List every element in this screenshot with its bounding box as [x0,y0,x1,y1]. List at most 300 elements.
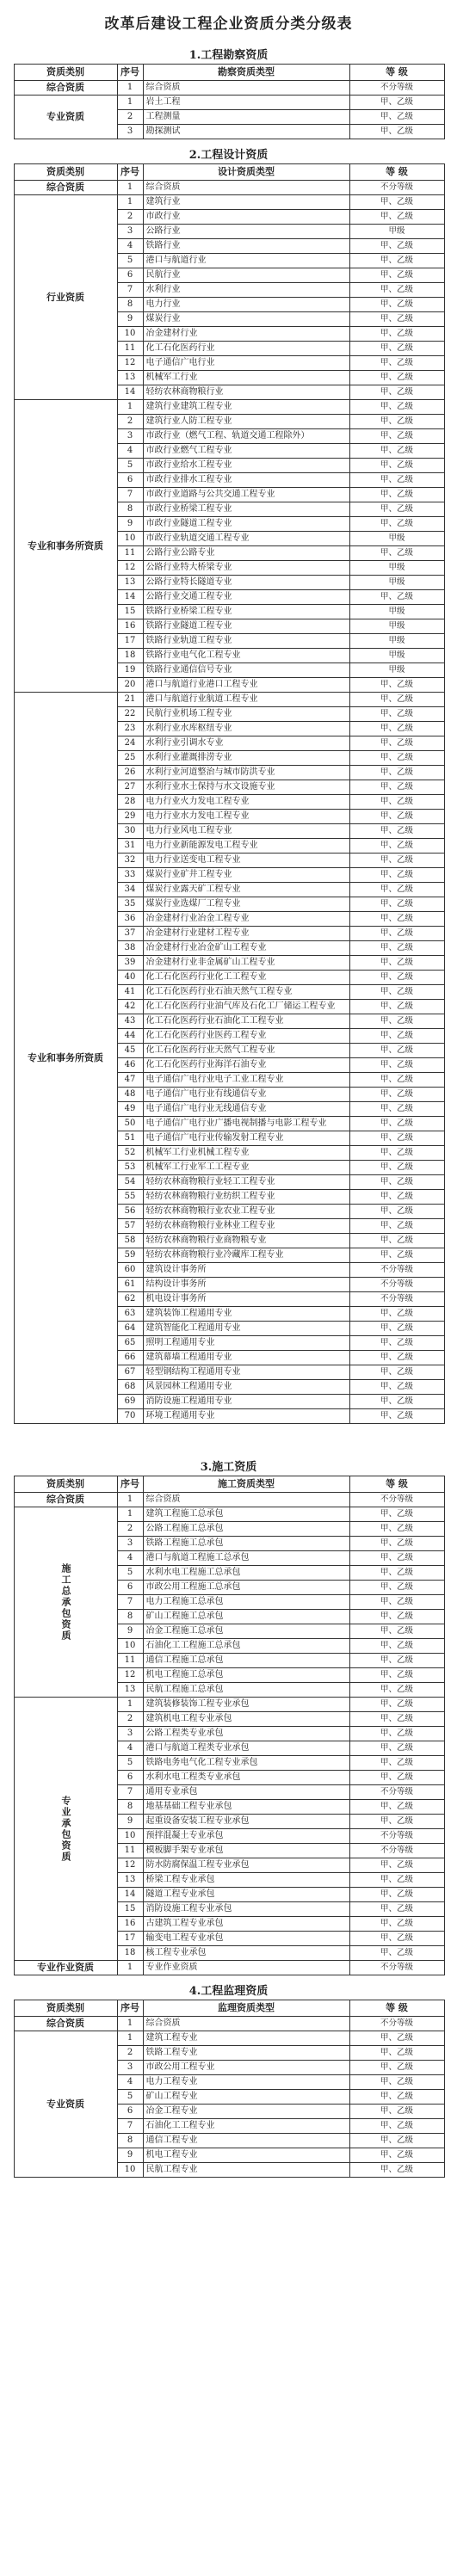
row-number: 7 [117,1785,143,1800]
qualification-type: 电子通信广电行业 [143,356,349,371]
document-title: 改革后建设工程企业资质分类分级表 [104,15,353,33]
row-number: 16 [117,619,143,634]
qualification-type: 化工石化医药行业石油天然气工程专业 [143,985,349,1000]
row-number: 5 [117,1566,143,1581]
qualification-type: 防水防腐保温工程专业承包 [143,1858,349,1873]
section-title: 3.施工资质 [200,1461,257,1474]
qualification-type: 建筑幕墙工程通用专业 [143,1351,349,1365]
grade-level: 甲、乙级 [349,371,444,385]
row-number: 50 [117,1117,143,1131]
row-number: 43 [117,1014,143,1029]
table-row [14,2031,444,2046]
grade-level: 甲、乙级 [349,1102,444,1117]
grade-level: 甲、乙级 [349,590,444,605]
row-number: 11 [117,1654,143,1668]
grade-level: 甲、乙级 [349,1932,444,1946]
row-number: 54 [117,1175,143,1190]
grade-level: 甲、乙级 [349,1044,444,1058]
row-number: 35 [117,897,143,912]
qualification-type: 铁路行业通信信号专业 [143,663,349,678]
grade-level: 甲、乙级 [349,1581,444,1595]
row-number: 49 [117,1102,143,1117]
grade-level: 甲、乙级 [349,1800,444,1815]
row-number: 2 [117,2046,143,2061]
table-header-row [14,65,444,81]
qualification-type: 机械军工行业 [143,371,349,385]
qualification-type: 水利水电工程类专业承包 [143,1771,349,1785]
grade-level: 甲、乙级 [349,2105,444,2119]
grade-level: 甲、乙级 [349,693,444,707]
grade-level: 甲、乙级 [349,502,444,517]
qualification-type: 轻型钢结构工程通用专业 [143,1365,349,1380]
grade-level: 甲、乙级 [349,1336,444,1351]
category-cell: 专业承包资质 [14,1698,117,1961]
grade-level: 甲、乙级 [349,2148,444,2163]
row-number: 3 [117,1537,143,1551]
grade-level: 甲、乙级 [349,707,444,722]
qualification-type: 煤炭行业选煤厂工程专业 [143,897,349,912]
qualification-type: 建筑行业建筑工程专业 [143,400,349,415]
row-number: 8 [117,1610,143,1624]
column-header: 等 级 [349,164,444,181]
row-number: 15 [117,1902,143,1917]
qualification-type: 机械军工行业机械工程专业 [143,1146,349,1161]
qualification-type: 水利行业水土保持与水文设施专业 [143,780,349,795]
row-number: 3 [117,225,143,239]
qualification-type: 电力行业火力发电工程专业 [143,795,349,810]
row-number: 51 [117,1131,143,1146]
row-number: 1 [117,400,143,415]
table-row [14,1507,444,1522]
table-header-row [14,164,444,181]
qualification-type: 公路工程类专业承包 [143,1727,349,1741]
row-number: 60 [117,1263,143,1278]
row-number: 11 [117,342,143,356]
column-header: 等 级 [349,65,444,81]
row-number: 12 [117,1668,143,1683]
qualification-type: 消防设施工程通用专业 [143,1395,349,1409]
section-survey [14,48,444,139]
row-number: 44 [117,1029,143,1044]
qualification-type: 化工石化医药行业油气库及石化工厂储运工程专业 [143,1000,349,1014]
row-number: 2 [117,1522,143,1537]
category-cell: 行业资质 [14,195,117,400]
row-number: 31 [117,839,143,854]
row-number: 4 [117,2075,143,2090]
qualification-type: 石油化工工程专业 [143,2119,349,2134]
qualification-type: 机电设计事务所 [143,1292,349,1307]
qualification-type: 铁路工程专业 [143,2046,349,2061]
row-number: 45 [117,1044,143,1058]
grade-level: 甲、乙级 [349,1000,444,1014]
qualification-type: 建筑机电工程专业承包 [143,1712,349,1727]
row-number: 55 [117,1190,143,1205]
row-number: 62 [117,1292,143,1307]
qualification-type: 桥梁工程专业承包 [143,1873,349,1888]
grade-level: 甲、乙级 [349,1175,444,1190]
row-number: 33 [117,868,143,883]
row-number: 7 [117,2119,143,2134]
qualification-type: 市政行业 [143,210,349,225]
grade-level: 甲级 [349,663,444,678]
column-header: 施工资质类型 [143,1476,349,1493]
qualification-type: 水利行业引调水专业 [143,736,349,751]
category-cell: 施工总承包资质 [14,1507,117,1698]
qualification-type: 电力工程施工总承包 [143,1595,349,1610]
row-number: 2 [117,415,143,429]
grade-level: 甲、乙级 [349,283,444,298]
grade-level: 甲、乙级 [349,1771,444,1785]
column-header: 资质类别 [14,164,117,181]
row-number: 4 [117,1741,143,1756]
qualification-type: 民航行业 [143,268,349,283]
column-header: 设计资质类型 [143,164,349,181]
grade-level: 甲、乙级 [349,429,444,444]
column-header: 监理资质类型 [143,2000,349,2017]
grade-level: 甲、乙级 [349,327,444,342]
qualification-type: 港口与航道行业 [143,254,349,268]
grade-level: 甲、乙级 [349,254,444,268]
qualification-type: 通用专业承包 [143,1785,349,1800]
qualification-type: 化工石化医药行业 [143,342,349,356]
qualification-type: 港口与航道工程类专业承包 [143,1741,349,1756]
column-header: 序号 [117,1476,143,1493]
section-title: 4.工程监理资质 [188,1985,269,1998]
row-number: 24 [117,736,143,751]
qualification-type: 化工石化医药行业医药工程专业 [143,1029,349,1044]
grade-level: 不分等级 [349,1844,444,1858]
grade-level: 甲、乙级 [349,1365,444,1380]
qualification-type: 水利行业灌溉排涝专业 [143,751,349,766]
grade-level: 甲、乙级 [349,1888,444,1902]
grade-level: 甲、乙级 [349,1161,444,1175]
row-number: 32 [117,854,143,868]
qualification-type: 古建筑工程专业承包 [143,1917,349,1932]
row-number: 14 [117,590,143,605]
grade-level: 甲、乙级 [349,268,444,283]
qualification-type: 轻纺农林商物粮行业轻工工程专业 [143,1175,349,1190]
qualification-type: 工程测量 [143,110,349,125]
grade-level: 甲、乙级 [349,356,444,371]
qualification-table [14,1476,445,1975]
row-number: 8 [117,2134,143,2148]
qualification-type: 专业作业资质 [143,1961,349,1975]
row-number: 13 [117,576,143,590]
row-number: 8 [117,502,143,517]
grade-level: 甲级 [349,649,444,663]
grade-level: 甲、乙级 [349,1551,444,1566]
grade-level: 甲、乙级 [349,96,444,110]
qualification-type: 化工石化医药行业海洋石油专业 [143,1058,349,1073]
grade-level: 甲、乙级 [349,810,444,824]
grade-level: 甲、乙级 [349,210,444,225]
qualification-type: 铁路行业轨道工程专业 [143,634,349,649]
grade-level: 甲、乙级 [349,312,444,327]
qualification-type: 煤炭行业 [143,312,349,327]
row-number: 1 [117,1698,143,1712]
qualification-type: 轻纺农林商物粮行业冷藏库工程专业 [143,1248,349,1263]
grade-level: 甲、乙级 [349,678,444,693]
row-number: 9 [117,517,143,532]
row-number: 14 [117,1888,143,1902]
grade-level: 甲、乙级 [349,2046,444,2061]
row-number: 22 [117,707,143,722]
grade-level: 甲、乙级 [349,1395,444,1409]
qualification-type: 铁路工程施工总承包 [143,1537,349,1551]
grade-level: 甲、乙级 [349,1073,444,1088]
row-number: 12 [117,1858,143,1873]
grade-level: 甲、乙级 [349,839,444,854]
grade-level: 甲、乙级 [349,854,444,868]
row-number: 57 [117,1219,143,1234]
grade-level: 甲、乙级 [349,1205,444,1219]
qualification-type: 轻纺农林商物粮行业林业工程专业 [143,1219,349,1234]
column-header: 资质类别 [14,65,117,81]
grade-level: 甲、乙级 [349,1131,444,1146]
grade-level: 甲、乙级 [349,298,444,312]
grade-level: 不分等级 [349,1785,444,1800]
grade-level: 甲、乙级 [349,1946,444,1961]
row-number: 6 [117,473,143,488]
table-row [14,400,444,415]
category-cell: 专业资质 [14,2031,117,2178]
qualification-type: 消防设施工程专业承包 [143,1902,349,1917]
qualification-type: 港口与航道行业港口工程专业 [143,678,349,693]
category-cell: 专业资质 [14,96,117,139]
qualification-table [14,2000,445,2178]
row-number: 2 [117,1712,143,1727]
qualification-type: 模板脚手架专业承包 [143,1844,349,1858]
row-number: 4 [117,1551,143,1566]
grade-level: 甲、乙级 [349,473,444,488]
qualification-type: 市政行业道路与公共交通工程专业 [143,488,349,502]
row-number: 41 [117,985,143,1000]
category-cell: 专业和事务所资质 [14,693,117,1424]
row-number: 1 [117,2031,143,2046]
grade-level: 不分等级 [349,1278,444,1292]
row-number: 16 [117,1917,143,1932]
grade-level: 甲、乙级 [349,1117,444,1131]
row-number: 23 [117,722,143,736]
qualification-type: 电力行业水力发电工程专业 [143,810,349,824]
grade-level: 甲级 [349,532,444,546]
qualification-type: 环境工程通用专业 [143,1409,349,1424]
row-number: 65 [117,1336,143,1351]
column-header: 资质类别 [14,1476,117,1493]
grade-level: 甲、乙级 [349,1683,444,1698]
qualification-type: 综合资质 [143,81,349,96]
qualification-type: 电力行业 [143,298,349,312]
grade-level: 甲、乙级 [349,1595,444,1610]
grade-level: 甲级 [349,561,444,576]
grade-level: 甲、乙级 [349,1873,444,1888]
grade-level: 甲、乙级 [349,517,444,532]
grade-level: 甲、乙级 [349,956,444,971]
grade-level: 甲、乙级 [349,488,444,502]
qualification-type: 轻纺农林商物粮行业纺织工程专业 [143,1190,349,1205]
grade-level: 不分等级 [349,81,444,96]
grade-level: 甲、乙级 [349,444,444,459]
qualification-type: 地基基础工程专业承包 [143,1800,349,1815]
grade-level: 甲、乙级 [349,415,444,429]
grade-level: 甲、乙级 [349,2061,444,2075]
row-number: 14 [117,385,143,400]
qualification-type: 建筑行业人防工程专业 [143,415,349,429]
qualification-type: 矿山工程专业 [143,2090,349,2105]
grade-level: 甲、乙级 [349,546,444,561]
qualification-type: 石油化工工程施工总承包 [143,1639,349,1654]
grade-level: 甲、乙级 [349,1756,444,1771]
section-supervision [14,1984,444,2178]
qualification-type: 铁路行业 [143,239,349,254]
grade-level: 甲、乙级 [349,1248,444,1263]
grade-level: 甲级 [349,634,444,649]
grade-level: 甲、乙级 [349,912,444,927]
qualification-type: 冶金建材行业冶金工程专业 [143,912,349,927]
row-number: 4 [117,239,143,254]
row-number: 13 [117,1873,143,1888]
row-number: 11 [117,546,143,561]
grade-level: 甲、乙级 [349,459,444,473]
row-number: 1 [117,2017,143,2031]
row-number: 38 [117,941,143,956]
grade-level: 不分等级 [349,181,444,195]
row-number: 3 [117,125,143,139]
qualification-table [14,64,445,139]
grade-level: 甲、乙级 [349,1537,444,1551]
qualification-type: 电力行业新能源发电工程专业 [143,839,349,854]
qualification-type: 公路行业特长隧道专业 [143,576,349,590]
grade-level: 甲、乙级 [349,1234,444,1248]
qualification-type: 结构设计事务所 [143,1278,349,1292]
row-number: 21 [117,693,143,707]
grade-level: 甲、乙级 [349,1566,444,1581]
qualification-type: 冶金工程施工总承包 [143,1624,349,1639]
qualification-type: 照明工程通用专业 [143,1336,349,1351]
grade-level: 甲、乙级 [349,751,444,766]
column-header: 等 级 [349,2000,444,2017]
row-number: 61 [117,1278,143,1292]
row-number: 11 [117,1844,143,1858]
row-number: 20 [117,678,143,693]
qualification-type: 市政行业排水工程专业 [143,473,349,488]
row-number: 13 [117,371,143,385]
section-design [14,148,444,1424]
qualification-type: 化工石化医药行业石油化工工程专业 [143,1014,349,1029]
qualification-type: 铁路行业隧道工程专业 [143,619,349,634]
grade-level: 甲、乙级 [349,2031,444,2046]
qualification-type: 煤炭行业露天矿工程专业 [143,883,349,897]
qualification-type: 煤炭行业矿井工程专业 [143,868,349,883]
row-number: 10 [117,1639,143,1654]
row-number: 12 [117,356,143,371]
row-number: 59 [117,1248,143,1263]
row-number: 69 [117,1395,143,1409]
qualification-type: 电子通信广电行业无线通信专业 [143,1102,349,1117]
grade-level: 不分等级 [349,1829,444,1844]
qualification-type: 市政行业给水工程专业 [143,459,349,473]
qualification-type: 机电工程施工总承包 [143,1668,349,1683]
qualification-type: 冶金建材行业非金属矿山工程专业 [143,956,349,971]
row-number: 48 [117,1088,143,1102]
qualification-type: 化工石化医药行业化工工程专业 [143,971,349,985]
grade-level: 甲、乙级 [349,400,444,415]
grade-level: 甲、乙级 [349,722,444,736]
qualification-type: 核工程专业承包 [143,1946,349,1961]
row-number: 63 [117,1307,143,1322]
row-number: 39 [117,956,143,971]
row-number: 52 [117,1146,143,1161]
grade-level: 甲、乙级 [349,1639,444,1654]
grade-level: 甲、乙级 [349,1712,444,1727]
qualification-type: 综合资质 [143,2017,349,2031]
grade-level: 甲、乙级 [349,1088,444,1102]
row-number: 13 [117,1683,143,1698]
column-header: 勘察资质类型 [143,65,349,81]
grade-level: 甲、乙级 [349,1307,444,1322]
grade-level: 甲、乙级 [349,1815,444,1829]
table-row [14,693,444,707]
row-number: 9 [117,1624,143,1639]
qualification-type: 冶金工程专业 [143,2105,349,2119]
row-number: 1 [117,1961,143,1975]
category-cell: 综合资质 [14,81,117,96]
row-number: 8 [117,1800,143,1815]
qualification-type: 电子通信广电行业电子工业工程专业 [143,1073,349,1088]
grade-level: 甲、乙级 [349,1351,444,1365]
row-number: 25 [117,751,143,766]
qualification-type: 电子通信广电行业传输发射工程专业 [143,1131,349,1146]
row-number: 5 [117,2090,143,2105]
qualification-type: 电子通信广电行业广播电视制播与电影工程专业 [143,1117,349,1131]
grade-level: 甲级 [349,619,444,634]
row-number: 30 [117,824,143,839]
grade-level: 甲、乙级 [349,883,444,897]
qualification-type: 建筑装修装饰工程专业承包 [143,1698,349,1712]
row-number: 5 [117,1756,143,1771]
row-number: 26 [117,766,143,780]
qualification-type: 综合资质 [143,181,349,195]
grade-level: 甲、乙级 [349,1902,444,1917]
table-row [14,81,444,96]
qualification-type: 轻纺农林商物粮行业 [143,385,349,400]
qualification-type: 建筑智能化工程通用专业 [143,1322,349,1336]
row-number: 6 [117,1771,143,1785]
qualification-type: 轻纺农林商物粮行业农业工程专业 [143,1205,349,1219]
grade-level: 甲、乙级 [349,1219,444,1234]
row-number: 46 [117,1058,143,1073]
row-number: 42 [117,1000,143,1014]
qualification-type: 公路行业交通工程专业 [143,590,349,605]
qualification-type: 预拌混凝土专业承包 [143,1829,349,1844]
category-cell: 专业作业资质 [14,1961,117,1975]
qualification-type: 公路行业公路专业 [143,546,349,561]
grade-level: 甲、乙级 [349,897,444,912]
row-number: 6 [117,268,143,283]
row-number: 7 [117,283,143,298]
qualification-type: 轻纺农林商物粮行业商物粮专业 [143,1234,349,1248]
row-number: 12 [117,561,143,576]
qualification-type: 化工石化医药行业天然气工程专业 [143,1044,349,1058]
qualification-type: 建筑行业 [143,195,349,210]
row-number: 28 [117,795,143,810]
row-number: 1 [117,1507,143,1522]
row-number: 40 [117,971,143,985]
grade-level: 甲、乙级 [349,110,444,125]
grade-level: 甲、乙级 [349,1322,444,1336]
column-header: 序号 [117,65,143,81]
row-number: 7 [117,488,143,502]
